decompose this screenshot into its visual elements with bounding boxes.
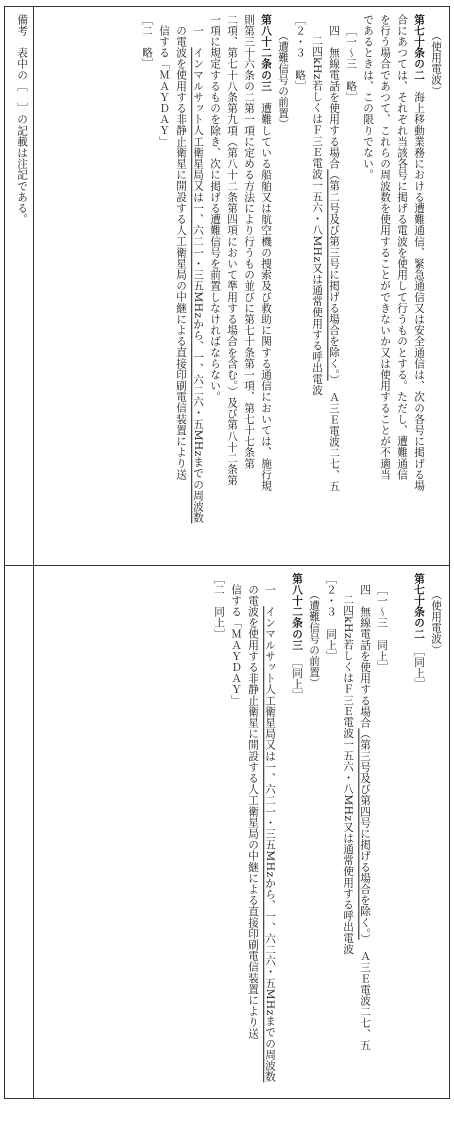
after-82-3-item1-line2: の電波を使用する非静止衛星に開設する人工衛星局の中継による直接印刷電信装置により送 <box>175 24 187 480</box>
before-70-2-item4-line2: 二四kHz若しくはＦ三Ｅ電波一五六・八MHz又は通常使用する呼出電波 <box>342 594 354 955</box>
after-82-3-omit-top: ［２・３ 略］ <box>294 14 306 92</box>
before-82-3-item1-a: 一 <box>264 583 276 606</box>
before-70-2-item4-a: 四 無線電話を使用する場合 <box>359 583 371 728</box>
table-bottom-border <box>4 1098 450 1099</box>
after-70-2-line2: 合にあつては、それぞれ当該各号に掲げる電波を使用して行うものとする。ただし、遭難通信 <box>396 14 408 481</box>
after-82-3-item1-underlined: インマルサット人工衛星局又は一、六二一・三五MHzから、一、六二六・五MHzまでの周波数 <box>192 46 204 523</box>
before-70-2-item4-b: Ａ三Ｅ電波二七、五 <box>359 939 371 1051</box>
before-70-2-omit: ［一～三 同上］ <box>376 583 388 673</box>
after-70-2-item4-line2: 二四kHz若しくはＦ三Ｅ電波一五六・八MHz又は通常使用する呼出電波 <box>311 35 323 396</box>
after-82-3-line2: 則第三十六条の二第一項に定める方法により行うもの並びに第七十条第一項、第七十七条第 <box>243 14 255 470</box>
after-70-2-item4-b: Ａ三Ｅ電波二七、五 <box>328 380 340 492</box>
note-text: 表中の［ ］の記載は注記である。 <box>16 47 28 225</box>
before-revision-cell <box>210 573 444 1093</box>
after-82-3-line1 <box>257 14 274 559</box>
before-70-2-line1 <box>410 573 427 1093</box>
table-divider <box>4 565 450 566</box>
note-line <box>13 14 30 574</box>
after-70-2-heading: 第七十条の二 <box>413 14 425 81</box>
before-70-2-heading: 第七十条の二 <box>413 573 425 640</box>
after-70-2-line4: であるときは、この限りでない。 <box>362 14 374 181</box>
note-column-divider <box>33 6 34 1098</box>
after-70-2-omit: ［一～三 略］ <box>345 24 357 103</box>
before-82-3-caption: （遭難信号の前置） <box>308 588 320 689</box>
before-82-3-item1-line1 <box>261 573 278 1093</box>
after-82-3-line3: 二項、第七十八条第九項（第八十二条第四項において準用する場合を含む。）及び第八十二条第 <box>226 14 238 486</box>
spacer <box>390 573 400 1093</box>
before-82-3-line1 <box>288 573 305 1093</box>
after-70-2-caption: （使用電波） <box>430 29 442 97</box>
table-left-border <box>4 6 5 1098</box>
before-82-3-omit2: ［二 同上］ <box>213 573 225 640</box>
after-82-3-heading: 第八十二条の三 <box>260 14 272 92</box>
spacer <box>278 573 288 1093</box>
note-label: 備考 <box>16 14 28 37</box>
before-70-2-item4-underlined: （第三号及び第四号に掲げる場合を除く。） <box>359 727 371 940</box>
note-cell <box>13 14 30 574</box>
after-70-2-line3: を行う場合であつて、これらの周波数を使用することができないか又は使用することが不適当 <box>379 14 391 481</box>
after-70-2-item4-underlined: （第二号及び第三号に掲げる場合を除く。） <box>328 168 340 381</box>
before-70-2-item4-line1 <box>356 573 373 1093</box>
after-82-3-item1-line3: 信する「ＭＡＹＤＡＹ」 <box>158 24 170 147</box>
after-82-3-item1-a: 一 <box>192 24 204 47</box>
after-70-2-item4-a: 四 無線電話を使用する場合 <box>328 24 340 169</box>
after-70-2-line1 <box>410 14 427 559</box>
after-70-2-text1: 海上移動業務における遭難通信、緊急通信又は安全通信は、次の各号に掲げる場 <box>413 91 425 492</box>
before-82-3-item1-line2: の電波を使用する非静止衛星に開設する人工衛星局の中継による直接印刷電信装置により送 <box>247 583 259 1039</box>
after-82-3-line4: 一項に規定するものを除き、次に掲げる遭難信号を前置しなければならない。 <box>209 14 221 403</box>
after-revision-cell <box>138 14 444 559</box>
before-70-2-same: ［同上］ <box>413 650 425 690</box>
after-82-3-caption: （遭難信号の前置） <box>277 29 289 130</box>
before-82-3-heading: 第八十二条の三 <box>291 573 303 651</box>
table-right-border <box>449 6 450 1098</box>
before-70-2-caption: （使用電波） <box>430 588 442 656</box>
before-82-3-item1-line3: 信する「ＭＡＹＤＡＹ」 <box>230 583 242 706</box>
after-82-3-text1: 遭難している船舶又は航空機の捜索及び救助に関する通信においては、施行規 <box>260 102 272 492</box>
after-82-3-omit2: ［二 略］ <box>141 14 153 70</box>
spacer <box>400 573 410 1093</box>
after-82-3-item1-line1 <box>189 14 206 559</box>
table-top-border <box>4 6 450 7</box>
before-82-3-item1-underlined: インマルサット人工衛星局又は一、六二一・三五MHzから、一、六二六・五MHzまでの周波数 <box>264 605 276 1082</box>
before-82-3-omit-top: ［２・３ 同上］ <box>325 573 337 662</box>
before-82-3-same: ［同上］ <box>291 661 303 701</box>
after-70-2-item4-line1 <box>325 14 342 559</box>
